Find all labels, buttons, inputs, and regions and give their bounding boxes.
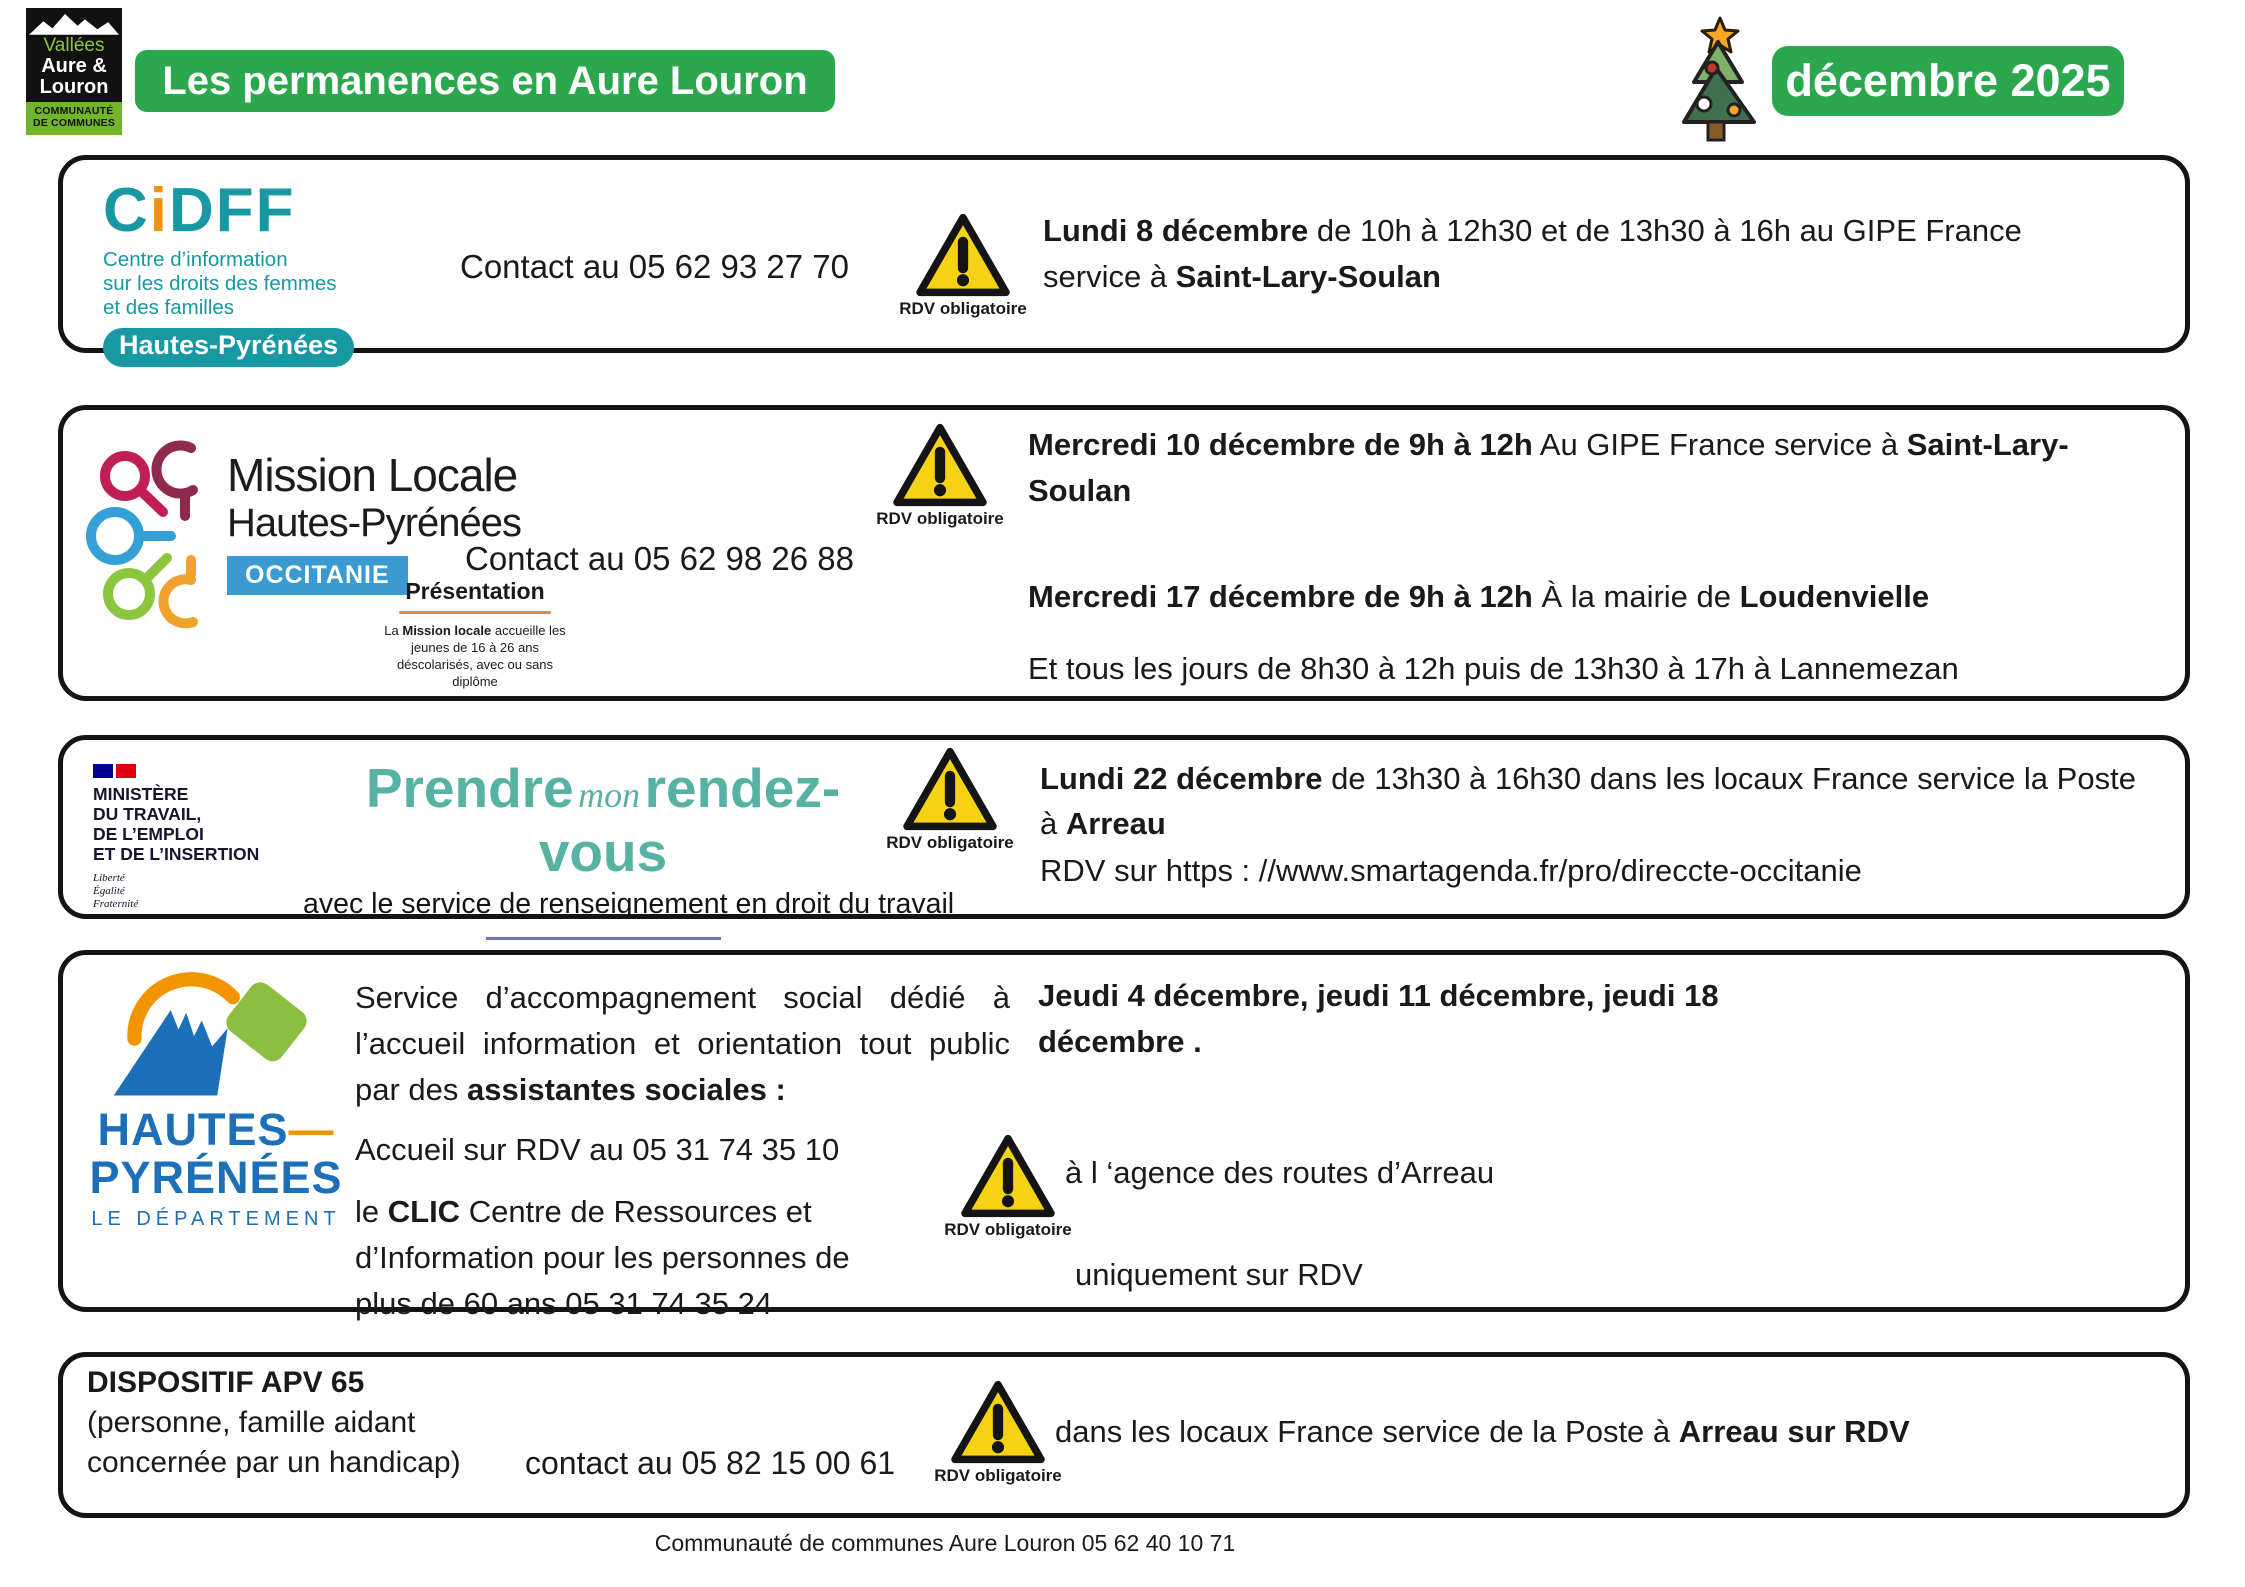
- logo-line-louron: Louron: [39, 76, 109, 98]
- section-departement: [58, 950, 2190, 1321]
- warning-triangle-icon: [933, 1379, 1063, 1465]
- presentation-body: La Mission locale accueille les jeunes de 16 à 26 ans déscolarisés, avec ou sans diplôme: [384, 623, 566, 689]
- communaute-communes-logo: [26, 8, 122, 135]
- hp-departement-logo-icon: [106, 1088, 326, 1105]
- section-droit-du-travail: [58, 735, 2190, 919]
- rdv-obligatoire-sign: [933, 1379, 1063, 1486]
- page-title: Les permanences en Aure Louron: [135, 50, 835, 112]
- mission-locale-contact-phone: Contact au 05 62 98 26 88: [465, 540, 854, 577]
- prendre-rdv-headline: Prendre mon rendez-vous avec le service de renseignement en droit du travail: [303, 756, 903, 940]
- section-cidff: [58, 155, 2190, 360]
- mission-locale-logo-icon: [83, 432, 213, 637]
- departement-note: uniquement sur RDV: [1075, 1257, 1363, 1292]
- apv65-contact-phone: contact au 05 82 15 00 61: [525, 1445, 896, 1481]
- cidff-schedule: Lundi 8 décembre de 10h à 12h30 et de 13h30 à 16h au GIPE France service à Saint-Lary-Soulan: [1043, 213, 2022, 294]
- departement-clic-info: le CLIC Centre de Ressources et d’Information pour les personnes de plus de 60 ans 05 31 74 35 24: [355, 1194, 850, 1321]
- rdv-obligatoire-sign: [943, 1133, 1073, 1240]
- rdv-obligatoire-label: RDV obligatoire: [876, 509, 1004, 528]
- hp-orange-dash: —: [288, 1104, 335, 1155]
- logo-band: COMMUNAUTÉ DE COMMUNES: [26, 102, 122, 135]
- apv65-subtitle-line1: (personne, famille aidant: [87, 1406, 416, 1439]
- cidff-description: Centre d’information sur les droits des femmes et des familles: [103, 248, 337, 319]
- departement-dates: Jeudi 4 décembre, jeudi 11 décembre, jeudi 18 décembre .: [1038, 978, 1719, 1059]
- rdv-obligatoire-label: RDV obligatoire: [886, 833, 1014, 852]
- section-apv65: [58, 1352, 2190, 1518]
- apv65-schedule: dans les locaux France service de la Poste à Arreau sur RDV: [1055, 1414, 1910, 1449]
- rdv-obligatoire-label: RDV obligatoire: [934, 1466, 1062, 1485]
- rdv-obligatoire-label: RDV obligatoire: [944, 1220, 1072, 1239]
- rdv-obligatoire-sign: [898, 212, 1028, 319]
- hp-departement-label: LE DÉPARTEMENT: [91, 1208, 341, 1230]
- warning-triangle-icon: [885, 746, 1015, 832]
- cidff-contact-phone: Contact au 05 62 93 27 70: [460, 248, 849, 285]
- presentation-underline: [399, 611, 551, 614]
- prendre-rdv-subtitle: avec le service de renseignement en droit du travail: [303, 888, 955, 920]
- mission-locale-schedule-1: Mercredi 10 décembre de 9h à 12h Au GIPE France service à Saint-Lary-Soulan: [1028, 427, 2069, 508]
- presentation-title: Présentation: [405, 578, 545, 604]
- droit-travail-rdv-url: RDV sur https : //www.smartagenda.fr/pro/direccte-occitanie: [1040, 853, 1862, 888]
- christmas-tree-icon: [1662, 16, 1766, 144]
- departement-place: à l ‘agence des routes d’Arreau: [1065, 1155, 1495, 1190]
- mission-locale-subtitle: Hautes-Pyrénées: [227, 501, 522, 545]
- warning-triangle-icon: [898, 212, 1028, 298]
- mission-locale-schedule-2: Mercredi 17 décembre de 9h à 12h À la mairie de Loudenvielle: [1028, 579, 1930, 614]
- ministere-motto: Liberté Égalité Fraternité: [93, 872, 139, 910]
- departement-description: Service d’accompagnement social dédié à l’accueil information et orientation tout public par des assistantes sociales :: [355, 980, 1010, 1107]
- ministere-travail-logo: MINISTÈRE DU TRAVAIL, DE L’EMPLOI ET DE L’INSERTION Liberté Égalité Fraternité: [93, 764, 303, 911]
- rdv-obligatoire-sign: [875, 422, 1005, 529]
- rdv-obligatoire-label: RDV obligatoire: [899, 299, 1027, 318]
- mission-locale-schedule-3: Et tous les jours de 8h30 à 12h puis de 13h30 à 17h à Lannemezan: [1028, 651, 1959, 686]
- headline-underline: [486, 937, 721, 940]
- month-badge: décembre 2025: [1772, 46, 2124, 116]
- logo-line-vallees: Vallées: [43, 35, 105, 56]
- hautes-pyrenees-logo: HAUTES— PYRÉNÉES LE DÉPARTEMENT: [85, 971, 347, 1231]
- french-flag-icon: [93, 764, 303, 778]
- footer-contact: Communauté de communes Aure Louron 05 62 40 10 71: [654, 1530, 1236, 1556]
- rdv-obligatoire-sign: [885, 746, 1015, 853]
- cidff-department-badge: Hautes-Pyrénées: [103, 328, 354, 367]
- mission-locale-title: Mission Locale: [227, 449, 518, 501]
- apv65-subtitle-line2: concernée par un handicap): [87, 1446, 461, 1479]
- apv65-title: DISPOSITIF APV 65: [87, 1366, 365, 1399]
- logo-line-aure: Aure &: [41, 55, 107, 77]
- cidff-logo: [103, 176, 354, 367]
- section-mission-locale: [58, 405, 2190, 701]
- warning-triangle-icon: [943, 1133, 1073, 1219]
- warning-triangle-icon: [875, 422, 1005, 508]
- departement-accueil-phone: Accueil sur RDV au 05 31 74 35 10: [355, 1132, 840, 1167]
- mountains-icon: [26, 10, 122, 36]
- droit-travail-schedule: Lundi 22 décembre de 13h30 à 16h30 dans les locaux France service la Poste à Arreau: [1040, 761, 2136, 841]
- presentation-block: [375, 578, 575, 690]
- occitanie-badge: OCCITANIE: [227, 556, 408, 595]
- cidff-acronym: CiDFF: [103, 176, 296, 245]
